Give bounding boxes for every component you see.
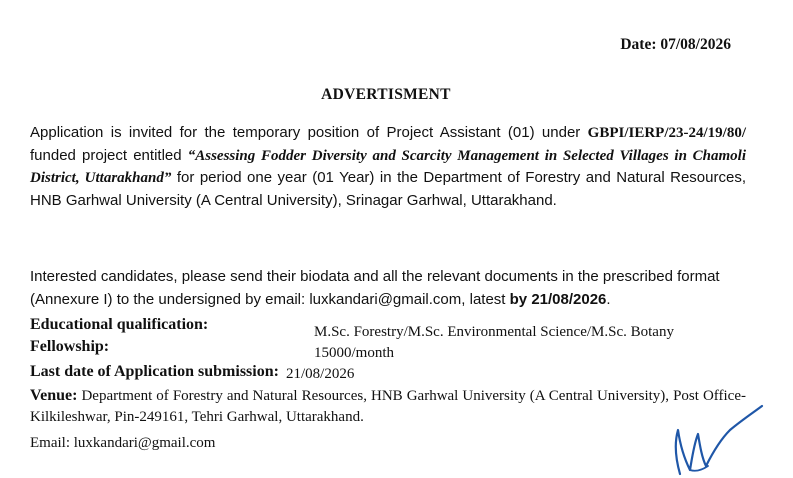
detail-row-last-date (30, 363, 355, 382)
detail-row-fellowship (30, 338, 395, 361)
application-text-b: . (606, 290, 611, 308)
venue-paragraph (30, 385, 746, 428)
application-text-a: Interested candidates, please send their biodata and all the relevant documents in the prescribed format (Annexure I) to the undersigned by email: luxkandari@gmail.com, latest (30, 268, 720, 308)
intro-text-b: funded project entitled (30, 146, 188, 164)
intro-paragraph (30, 122, 746, 212)
fellowship-value: 15000/month (314, 345, 395, 361)
qualification-label: Educational qualification: (30, 316, 209, 333)
fellowship-label: Fellowship: (30, 338, 110, 355)
application-paragraph (30, 266, 750, 311)
project-title: “Assessing Fodder Diversity and Scarcity Management in Selected Villages in Chamoli District, Uttarakhand” (30, 147, 747, 186)
detail-row-qualification (30, 316, 674, 340)
signature-image (650, 400, 790, 478)
email-line: Email: luxkandari@gmail.com (30, 435, 216, 451)
deadline-text: by 21/08/2026 (509, 290, 607, 308)
intro-text-c: for period one year (01 Year) in the Department of Forestry and Natural Resources, HNB Garhwal University (A Central University), Srinagar Garhwal, Uttarakhand. (30, 169, 747, 209)
last-date-value: 21/08/2026 (286, 366, 355, 382)
page-title: ADVERTISMENT (321, 86, 451, 103)
qualification-value: M.Sc. Forestry/M.Sc. Environmental Science/M.Sc. Botany (314, 324, 674, 340)
intro-text-a: Application is invited for the temporary position of Project Assistant (01) under (30, 124, 588, 141)
date-line: Date: 07/08/2026 (620, 36, 731, 53)
venue-text: Department of Forestry and Natural Resources, HNB Garhwal University (A Central University), Post Office-Kilkileshwar, Pin-249161, Tehri Garhwal, Uttarakhand. (30, 388, 746, 425)
project-code: GBPI/IERP/23-24/19/80/ (587, 125, 746, 141)
last-date-label: Last date of Application submission: (30, 363, 279, 380)
venue-label: Venue: (30, 387, 78, 404)
